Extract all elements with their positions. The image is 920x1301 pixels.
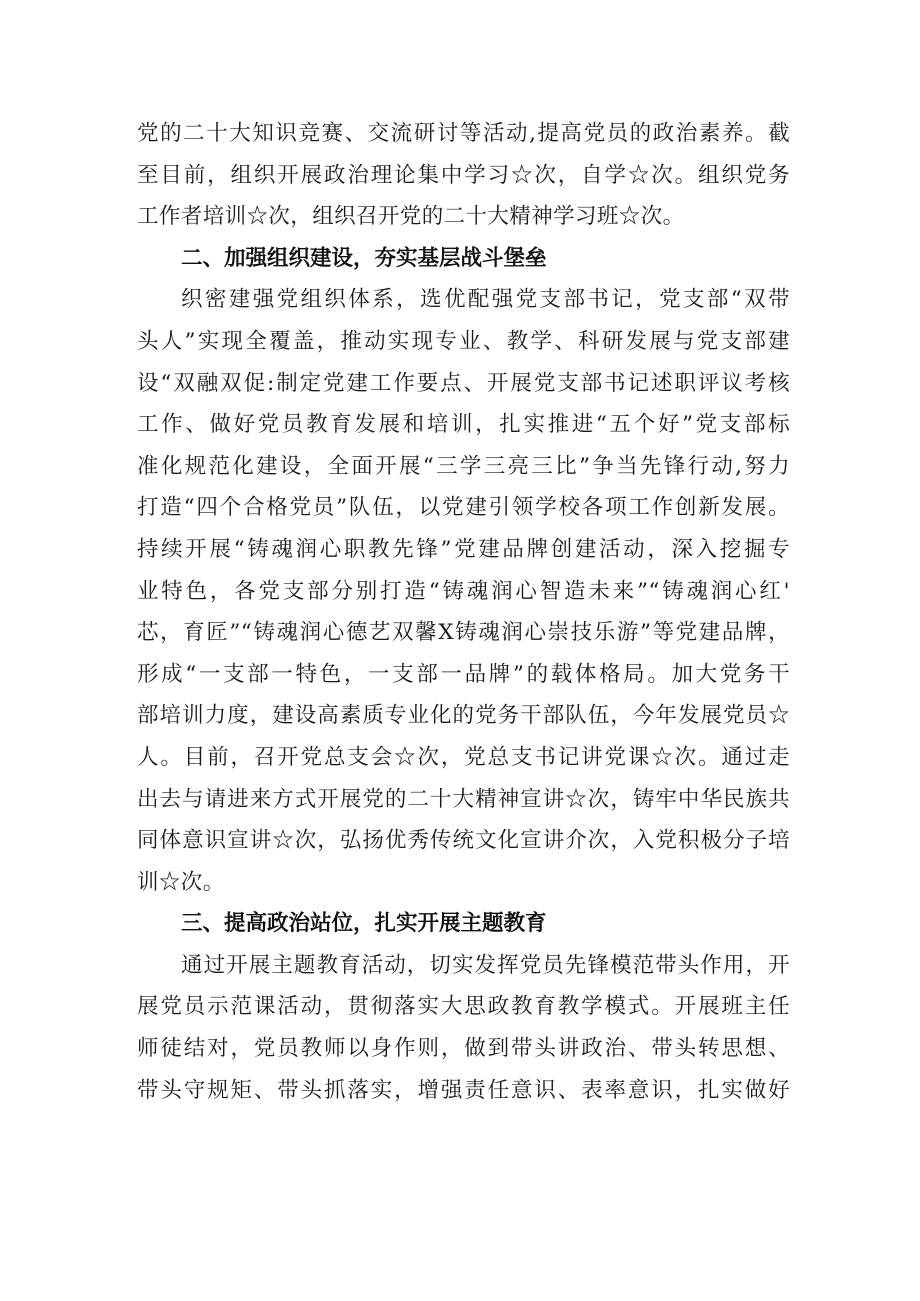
- section-heading: 三、提高政治站位，扎实开展主题教育: [181, 911, 547, 937]
- section-organization-building: [137, 238, 790, 904]
- text-line: 形成“一支部一特色，一支部一品牌”的载体格局。加大党务干: [137, 661, 790, 687]
- text-line: 部培训力度，建设高素质专业化的党务干部队伍，今年发展党员☆: [137, 703, 790, 729]
- text-line: 党的二十大知识竞赛、交流研讨等活动,提高党员的政治素养。截: [137, 121, 790, 146]
- text-line: 工作、做好党员教育发展和培训，扎实推进“五个好”党支部标: [137, 412, 790, 438]
- text-line: 准化规范化建设，全面开展“三学三亮三比”争当先锋行动,努力: [137, 453, 790, 479]
- text-line: 设“双融双促:制定党建工作要点、开展党支部书记述职评议考核: [137, 370, 790, 396]
- text-line: 工作者培训☆次，组织召开党的二十大精神学习班☆次。: [137, 204, 685, 230]
- text-line: 训☆次。: [137, 869, 225, 895]
- paragraph-continued: [137, 113, 790, 238]
- text-line: 带头守规矩、带头抓落实，增强责任意识、表率意识，扎实做好: [137, 1077, 790, 1103]
- text-line: 同体意识宣讲☆次，弘扬优秀传统文化宣讲介次，入党积极分子培: [137, 828, 790, 854]
- text-line: 业特色，各党支部分别打造“铸魂润心智造未来”“铸魂润心红': [137, 578, 790, 604]
- text-line: 人。目前，召开党总支会☆次，党总支书记讲党课☆次。通过走: [137, 744, 790, 770]
- section-theme-education: [137, 903, 790, 1111]
- text-line: 持续开展“铸魂润心职教先锋”党建品牌创建活动，深入挖掘专: [137, 536, 790, 562]
- text-line: 展党员示范课活动，贯彻落实大思政教育教学模式。开展班主任: [137, 994, 790, 1020]
- text-line: 打造“四个合格党员”队伍，以党建引领学校各项工作创新发展。: [137, 495, 790, 521]
- text-line: 至目前，组织开展政治理论集中学习☆次，自学☆次。组织党务: [137, 162, 790, 188]
- text-line: 织密建强党组织体系，选优配强党支部书记，党支部“双带: [181, 287, 790, 313]
- text-line: 师徒结对，党员教师以身作则，做到带头讲政治、带头转思想、: [137, 1036, 790, 1062]
- text-line: 芯，育匠”“铸魂润心德艺双馨X铸魂润心崇技乐游”等党建品牌，: [137, 620, 790, 646]
- text-line: 通过开展主题教育活动，切实发挥党员先锋模范带头作用，开: [181, 952, 790, 978]
- text-line: 出去与请进来方式开展党的二十大精神宣讲☆次，铸牢中华民族共: [137, 786, 790, 812]
- text-line: 头人”实现全覆盖，推动实现专业、教学、科研发展与党支部建: [137, 328, 790, 354]
- section-heading: 二、加强组织建设，夯实基层战斗堡垒: [181, 245, 547, 271]
- document-body: [137, 113, 790, 1111]
